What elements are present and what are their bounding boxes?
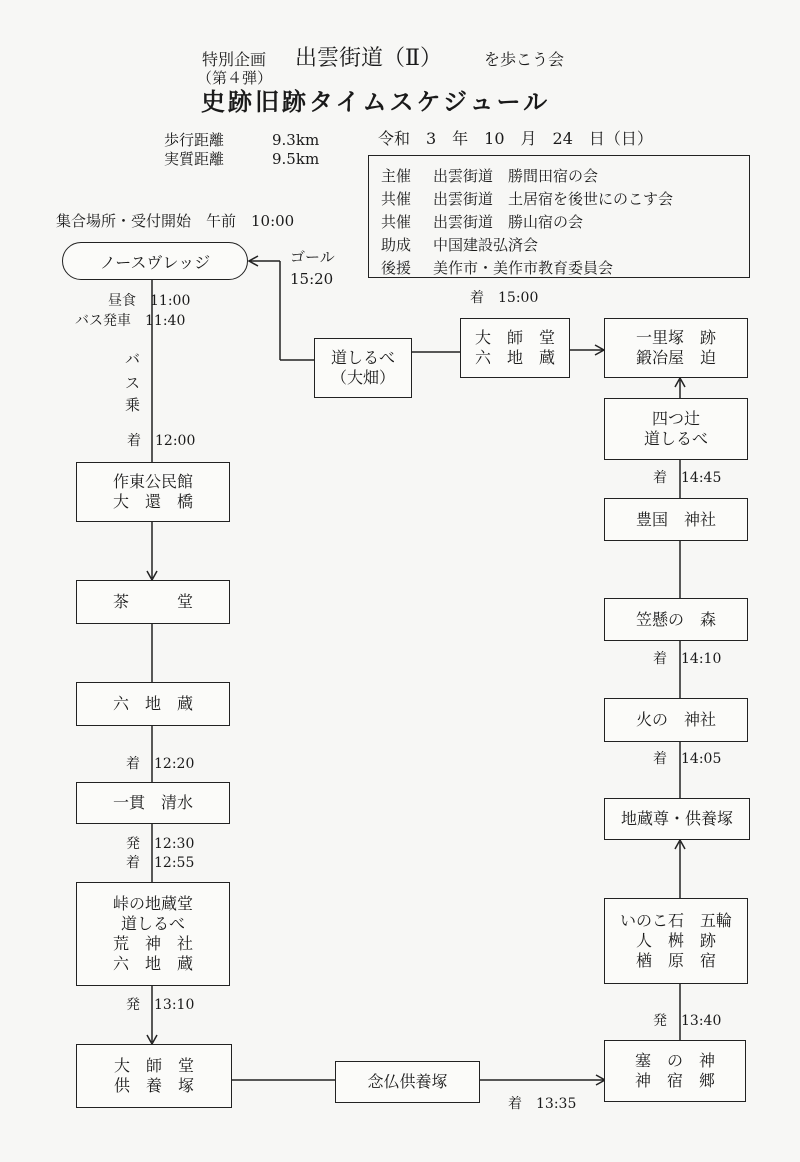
start-place: ノースヴレッジ	[62, 242, 248, 280]
actual-distance-value: 9.5km	[272, 150, 320, 168]
event-date: 令和 3 年 10 月 24 日（日）	[378, 129, 653, 148]
arrive-1410: 着 14:10	[653, 651, 722, 667]
box-jizoson-kuyozuka: 地蔵尊・供養塚	[604, 798, 750, 840]
organizer-row: 後援 美作市・美作市教育委員会	[381, 259, 614, 277]
goal-label: ゴール	[290, 248, 335, 266]
box-michishirube-ohata: 道しるべ （大畑）	[314, 338, 412, 398]
bus-ride-3: 乗	[125, 396, 141, 414]
bus-ride-1: バ	[125, 350, 141, 368]
organizer-row: 共催 出雲街道 土居宿を後世にのこす会	[381, 190, 674, 208]
walk-distance-label: 歩行距離	[164, 131, 225, 149]
box-daishido-rokujizo: 大 師 堂 六 地 蔵	[460, 318, 570, 378]
organizer-row: 助成 中国建設弘済会	[381, 236, 539, 254]
bus-depart-time: バス発車 11:40	[75, 313, 186, 329]
lunch-time: 昼食 11:00	[108, 293, 191, 309]
box-rokujizo-1: 六 地 蔵	[76, 682, 230, 726]
goal-time: 15:20	[290, 270, 334, 288]
box-inokoishi: いのこ石 五輪 人 桝 跡 楢 原 宿	[604, 898, 748, 984]
box-ikkan-shimizu: 一貫 清水	[76, 782, 230, 824]
depart-1230: 発 12:30	[126, 836, 195, 852]
walk-distance-value: 9.3km	[272, 131, 320, 149]
box-hino-jinja: 火の 神社	[604, 698, 748, 742]
box-toge-jizodo: 峠の地蔵堂 道しるべ 荒 神 社 六 地 蔵	[76, 882, 230, 986]
organizer-row: 共催 出雲街道 勝山宿の会	[381, 213, 584, 231]
box-sakuto-community-center: 作東公民館 大 還 橋	[76, 462, 230, 522]
assembly-info: 集合場所・受付開始 午前 10:00	[56, 212, 295, 230]
arrive-1500: 着 15:00	[470, 290, 539, 306]
organizer-row: 主催 出雲街道 勝間田宿の会	[381, 167, 599, 185]
header-edition: （第４弾）	[197, 69, 273, 87]
box-sainokami: 塞 の 神 神 宿 郷	[604, 1040, 746, 1102]
organizers-box	[368, 155, 750, 278]
box-yotsutsuji: 四つ辻 道しるべ	[604, 398, 748, 460]
box-nembutsu-kuyozuka: 念仏供養塚	[335, 1061, 480, 1103]
arrive-1445: 着 14:45	[653, 470, 722, 486]
box-ichirizuka: 一里塚 跡 鍛冶屋 迫	[604, 318, 748, 378]
actual-distance-label: 実質距離	[164, 150, 225, 168]
arrive-1405: 着 14:05	[653, 751, 722, 767]
depart-1340: 発 13:40	[653, 1013, 722, 1029]
box-chado: 茶 堂	[76, 580, 230, 624]
arrive-1220: 着 12:20	[126, 756, 195, 772]
box-daishido-kuyozuka: 大 師 堂 供 養 塚	[76, 1044, 232, 1108]
arrive-1200: 着 12:00	[127, 433, 196, 449]
page-title: 史跡旧跡タイムスケジュール	[201, 87, 551, 116]
box-toyokuni-jinja: 豊国 神社	[604, 498, 748, 541]
bus-ride-2: ス	[125, 374, 141, 392]
header-special: 特別企画	[202, 50, 267, 69]
header-event-name: 出雲街道（Ⅱ）	[295, 46, 442, 71]
header-walk: を歩こう会	[484, 50, 565, 69]
depart-1310: 発 13:10	[126, 997, 195, 1013]
box-kasakake-mori: 笠懸の 森	[604, 598, 748, 641]
arrive-1335: 着 13:35	[508, 1096, 577, 1112]
arrive-1255: 着 12:55	[126, 855, 195, 871]
